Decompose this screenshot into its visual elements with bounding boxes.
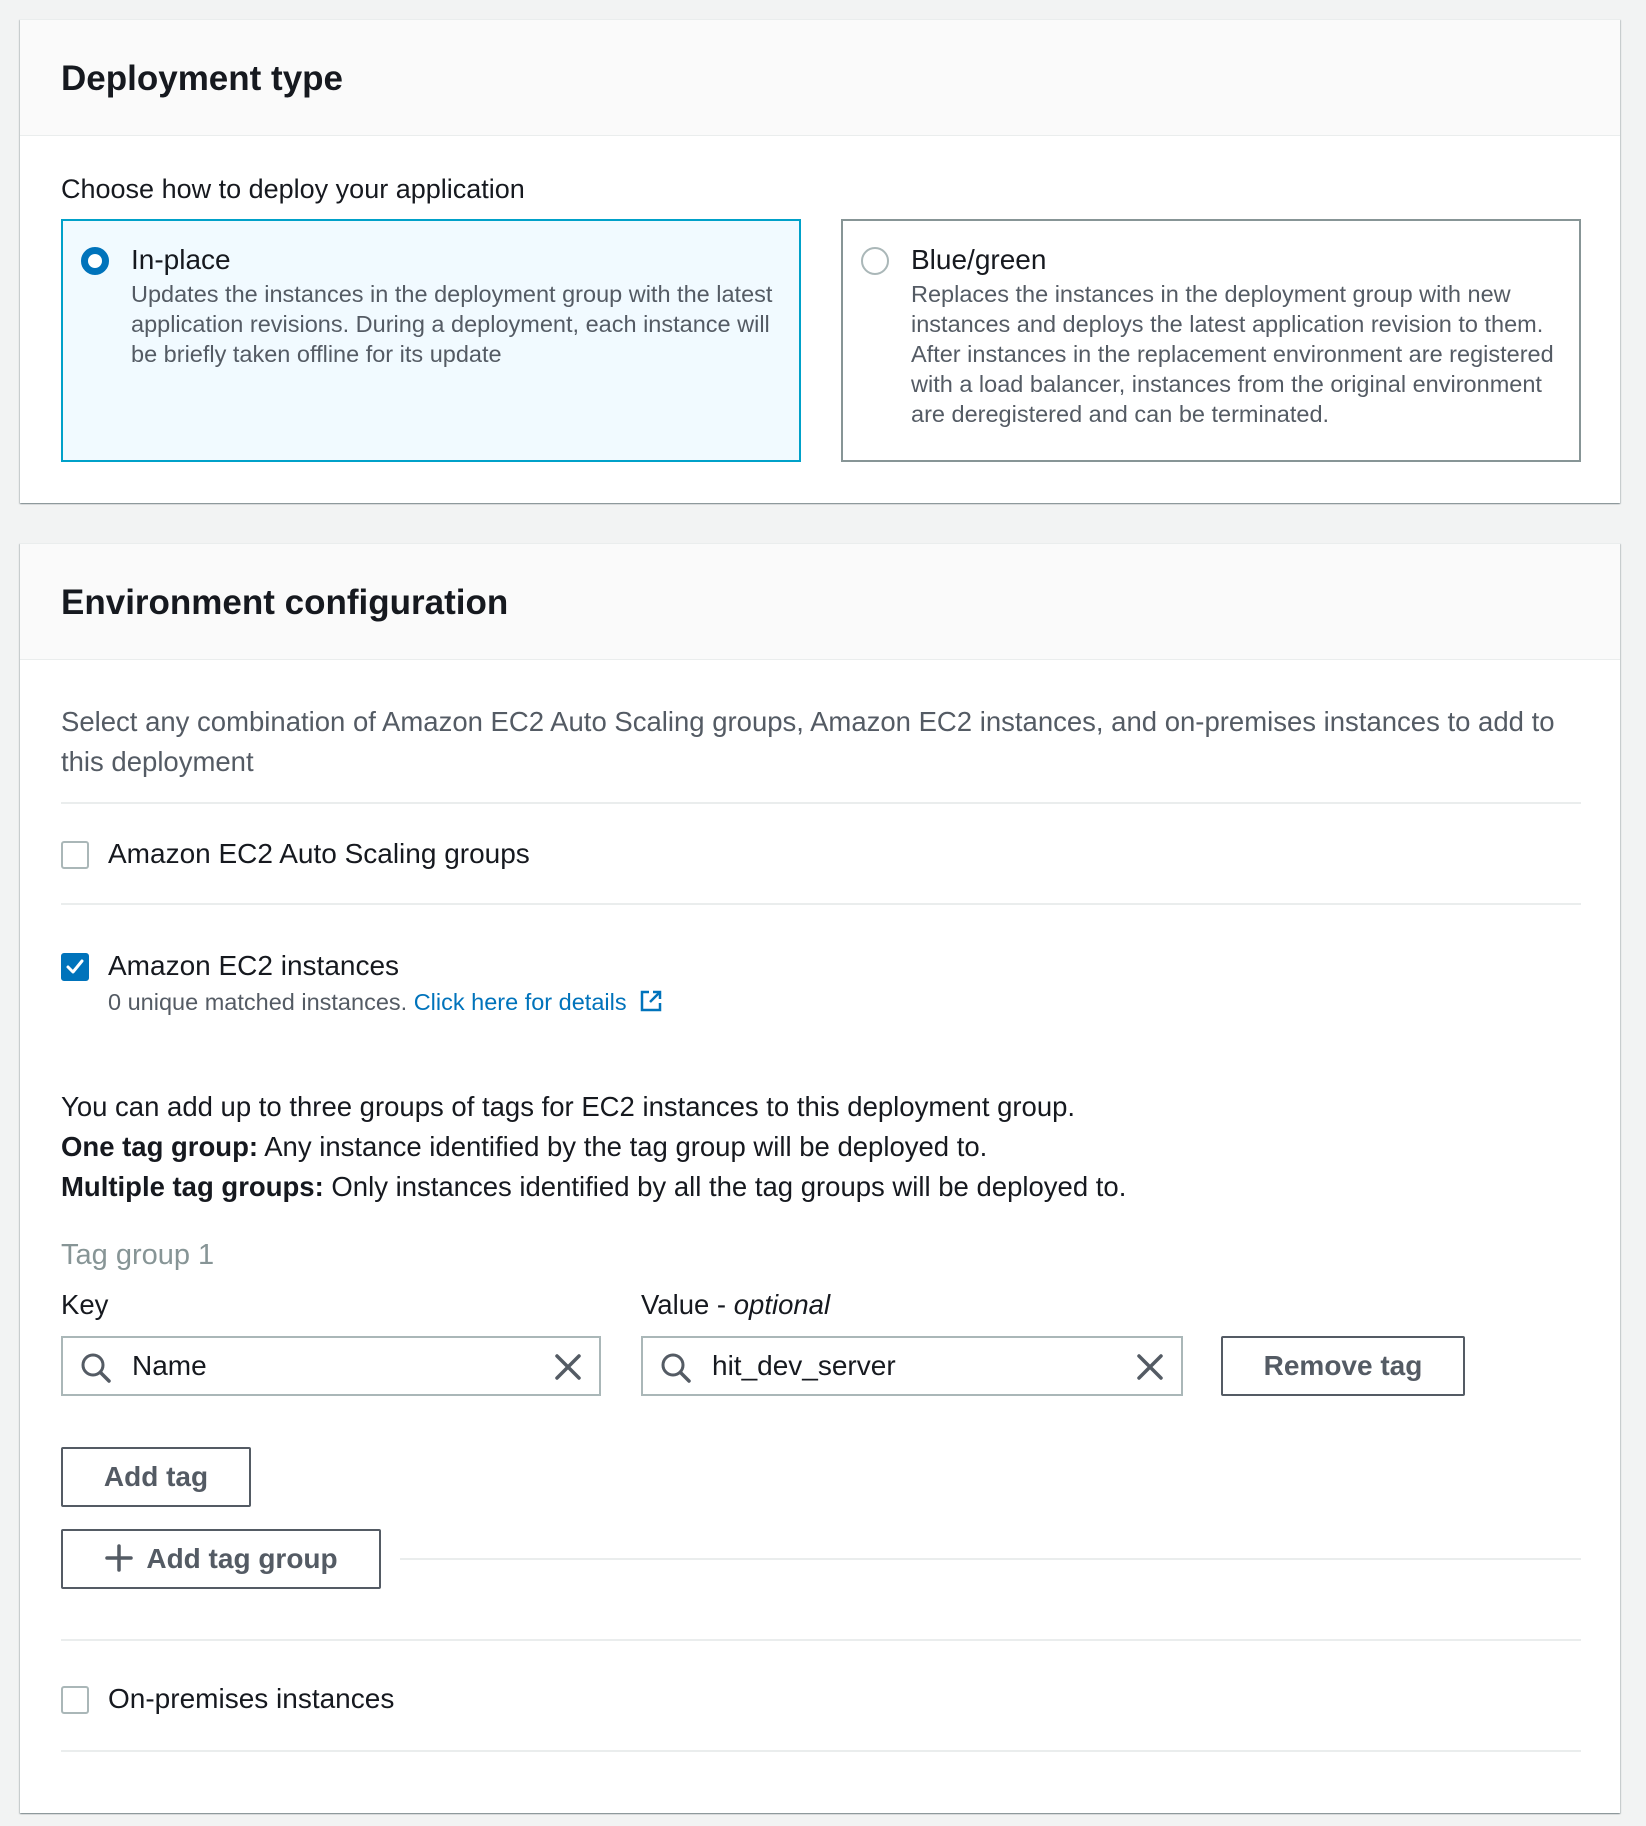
details-link[interactable]: Click here for details xyxy=(413,989,627,1015)
in-place-option[interactable] xyxy=(61,219,801,462)
external-link-icon[interactable] xyxy=(639,989,663,1013)
environment-configuration-title: Environment configuration xyxy=(61,583,509,622)
on-premises-label[interactable]: On-premises instances xyxy=(108,1683,395,1714)
clear-value-icon[interactable] xyxy=(1135,1352,1165,1382)
in-place-radio[interactable] xyxy=(81,247,109,275)
deployment-type-panel xyxy=(20,19,1620,503)
remove-tag-button[interactable]: Remove tag xyxy=(1221,1336,1465,1396)
ec2-instances-checkbox[interactable] xyxy=(61,953,89,981)
value-label: Value - optional xyxy=(641,1289,831,1320)
blue-green-option[interactable] xyxy=(841,219,1581,462)
divider xyxy=(61,1639,1581,1641)
environment-configuration-header xyxy=(20,544,1620,660)
key-input[interactable] xyxy=(61,1336,601,1396)
divider xyxy=(400,1558,1581,1560)
add-tag-group-label: Add tag group xyxy=(146,1543,338,1574)
info-line-3: Multiple tag groups: Only instances identified by all the tag groups will be deployed to. xyxy=(61,1171,1127,1202)
plus-icon xyxy=(104,1543,134,1573)
add-tag-button[interactable]: Add tag xyxy=(61,1447,251,1507)
ec2-matched-info xyxy=(108,987,663,1017)
deployment-type-header xyxy=(20,20,1620,136)
search-icon xyxy=(659,1351,693,1385)
environment-description: Select any combination of Amazon EC2 Auto Scaling groups, Amazon EC2 instances, and on-premises instances to add to this deployment xyxy=(61,706,1555,777)
info-line-1: You can add up to three groups of tags for EC2 instances to this deployment group. xyxy=(61,1091,1076,1122)
blue-green-description: Replaces the instances in the deployment group with new instances and deploys the latest application revision to them. After instances in the replacement environment are registered with a load balancer, instances from the original environment are deregistered and can be terminated. xyxy=(911,281,1554,427)
key-label: Key xyxy=(61,1289,109,1320)
blue-green-radio[interactable] xyxy=(861,247,889,275)
tag-group-label: Tag group 1 xyxy=(61,1239,215,1271)
in-place-title: In-place xyxy=(131,244,231,275)
checkmark-icon xyxy=(65,957,85,977)
value-value[interactable]: hit_dev_server xyxy=(712,1350,896,1381)
auto-scaling-checkbox[interactable] xyxy=(61,841,89,869)
deployment-type-title: Deployment type xyxy=(61,59,343,98)
on-premises-checkbox[interactable] xyxy=(61,1686,89,1714)
matched-count-text: 0 unique matched instances. xyxy=(108,989,408,1015)
auto-scaling-label[interactable]: Amazon EC2 Auto Scaling groups xyxy=(108,838,530,869)
clear-key-icon[interactable] xyxy=(553,1352,583,1382)
value-input[interactable] xyxy=(641,1336,1183,1396)
tag-groups-info xyxy=(61,1087,1126,1207)
divider xyxy=(61,1750,1581,1752)
divider xyxy=(61,903,1581,905)
ec2-instances-label[interactable]: Amazon EC2 instances xyxy=(108,950,400,981)
search-icon xyxy=(79,1351,113,1385)
info-line-2: One tag group: Any instance identified by the tag group will be deployed to. xyxy=(61,1131,988,1162)
add-tag-group-button[interactable] xyxy=(61,1529,381,1589)
key-value[interactable]: Name xyxy=(132,1350,207,1381)
divider xyxy=(61,802,1581,804)
blue-green-title: Blue/green xyxy=(911,244,1047,275)
choose-deploy-label: Choose how to deploy your application xyxy=(61,174,525,204)
environment-configuration-panel xyxy=(20,543,1620,1813)
in-place-description: Updates the instances in the deployment group with the latest application revisions. During a deployment, each instance will be briefly taken offline for its update xyxy=(131,281,773,367)
